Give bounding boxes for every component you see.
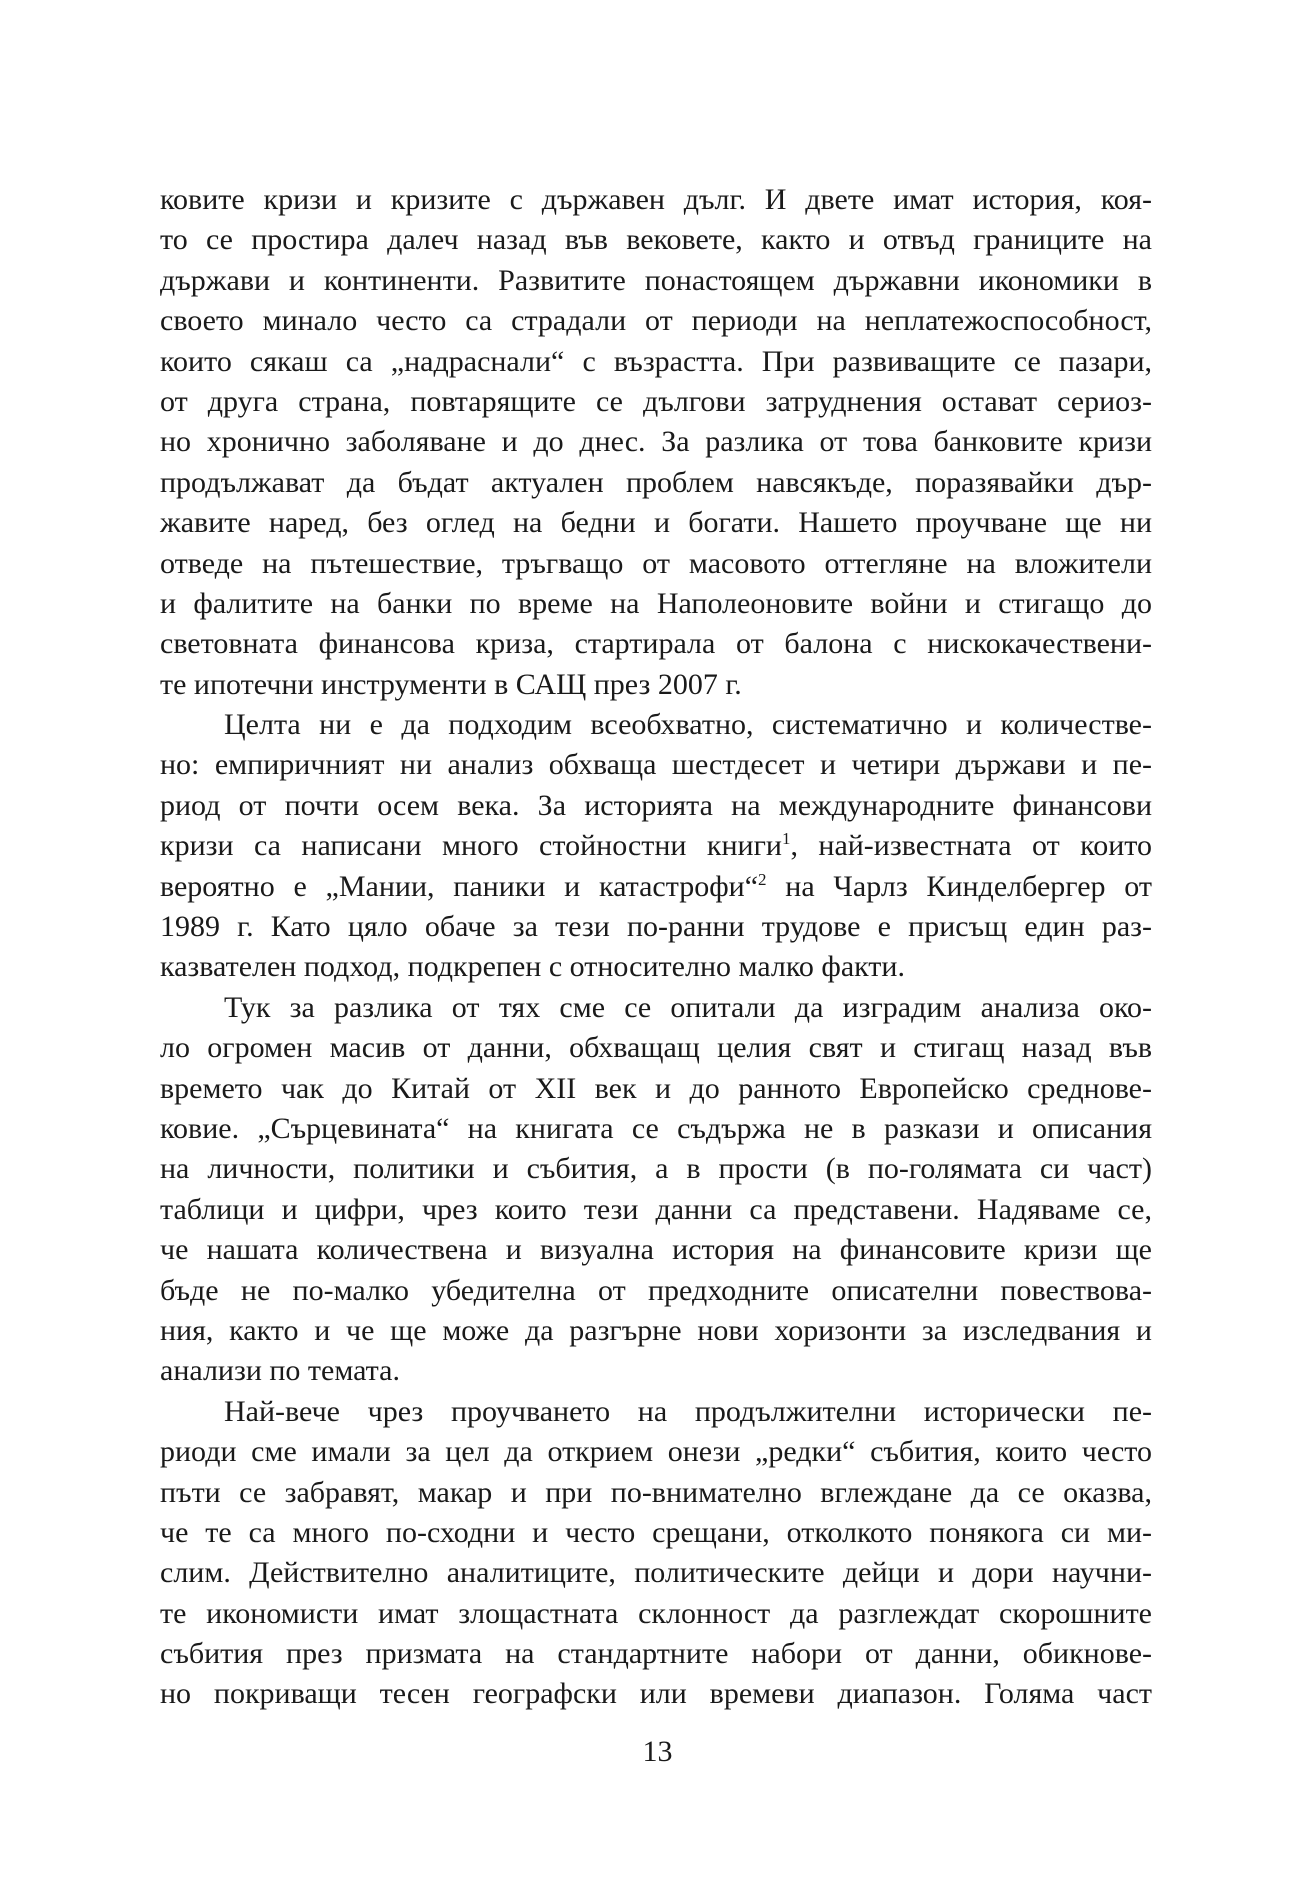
text-line: които сякаш са „надраснали“ с възрастта. При развиващите се пазари, — [160, 344, 1152, 378]
text-line: ковите кризи и кризите с държавен дълг. И двете имат история, коя- — [160, 183, 1152, 216]
text-line: но: емпиричният ни анализ обхваща шестдесет и четири държави и пе- — [160, 748, 1152, 782]
footnote-marker: 1 — [781, 829, 791, 849]
text-line: времето чак до Китай от XII век и до ранното Европейско среднове- — [160, 1071, 1152, 1105]
text-line: държави и континенти. Развитите понастоящем държавни икономики в — [160, 263, 1152, 297]
text-line: но покриващи тесен географски или времеви диапазон. Голяма част — [160, 1677, 1152, 1711]
text-line: на личности, политики и събития, а в прости (в по-голямата си част) — [160, 1152, 1152, 1186]
text-line: риоди сме имали за цел да открием онези „редки“ събития, които често — [160, 1435, 1152, 1469]
text-line: анализи по темата. — [160, 1354, 400, 1388]
paragraph — [160, 180, 1152, 705]
text-line: от друга страна, повтарящите се дългови затруднения остават сериоз- — [160, 384, 1152, 418]
text-line: пъти се забравят, макар и при по-внимателно вглеждане да се оказва, — [160, 1475, 1152, 1509]
text-line: Най-вече чрез проучването на продължителни исторически пе- — [224, 1394, 1152, 1428]
text-line: Тук за разлика от тях сме се опитали да изградим анализа око- — [224, 990, 1152, 1024]
text-line: ния, както и че ще може да разгърне нови хоризонти за изследвания и — [160, 1313, 1152, 1347]
paragraph — [160, 1392, 1152, 1715]
text-line: риод от почти осем века. За историята на международните финансови — [160, 788, 1152, 822]
text-line: но хронично заболяване и до днес. За разлика от това банковите кризи — [160, 425, 1152, 459]
text-line: таблици и цифри, чрез които тези данни са представени. Надяваме се, — [160, 1192, 1152, 1226]
text-line: че те са много по-сходни и често срещани, отколкото понякога си ми- — [160, 1515, 1152, 1549]
text-line: своето минало често са страдали от периоди на неплатежоспособност, — [160, 304, 1152, 338]
text-line: отведе на пътешествие, тръгващо от масовото оттегляне на вложители — [160, 546, 1152, 580]
text-line: те икономисти имат злощастната склонност да разглеждат скорошните — [160, 1596, 1152, 1630]
text-line: 1989 г. Като цяло обаче за тези по-ранни трудове е присъщ един раз- — [160, 910, 1152, 944]
text-line: продължават да бъдат актуален проблем навсякъде, поразявайки дър- — [160, 465, 1152, 499]
text-line: казвателен подход, подкрепен с относително малко факти. — [160, 950, 905, 984]
text-line: бъде не по-малко убедителна от предходните описателни повествова- — [160, 1273, 1152, 1307]
text-line: събития през призмата на стандартните набори от данни, обикнове- — [160, 1637, 1152, 1671]
text-line: те ипотечни инструменти в САЩ през 2007 г. — [160, 667, 742, 701]
text-line: то се простира далеч назад във вековете, както и отвъд границите на — [160, 223, 1152, 257]
text-line: ковие. „Сърцевината“ на книгата се съдържа не в разкази и описания — [160, 1111, 1152, 1145]
paragraph — [160, 988, 1152, 1392]
text-line: слим. Действително аналитиците, политическите дейци и дори научни- — [160, 1556, 1152, 1590]
footnote-marker: 2 — [758, 869, 767, 889]
page-number: 13 — [642, 1735, 673, 1768]
text-line: кризи са написани много стойностни книги$^1$, най-известната от които — [160, 829, 1152, 863]
text-line: Целта ни е да подходим всеобхватно, систематично и количестве- — [224, 708, 1152, 742]
body-text — [160, 180, 1152, 1715]
text-line: че нашата количествена и визуална история на финансовите кризи ще — [160, 1233, 1152, 1267]
paragraph — [160, 705, 1152, 988]
text-line: жавите наред, без оглед на бедни и богати. Нашето проучване ще ни — [160, 506, 1152, 540]
text-line: ло огромен масив от данни, обхващащ целия свят и стигащ назад във — [160, 1031, 1152, 1065]
text-line: вероятно е „Мании, паники и катастрофи“$^2$ на Чарлз Кинделбергер от — [160, 869, 1152, 903]
text-line: и фалитите на банки по време на Наполеоновите войни и стигащо до — [160, 586, 1152, 620]
text-line: световната финансова криза, стартирала от балона с нискокачествени- — [160, 627, 1152, 661]
